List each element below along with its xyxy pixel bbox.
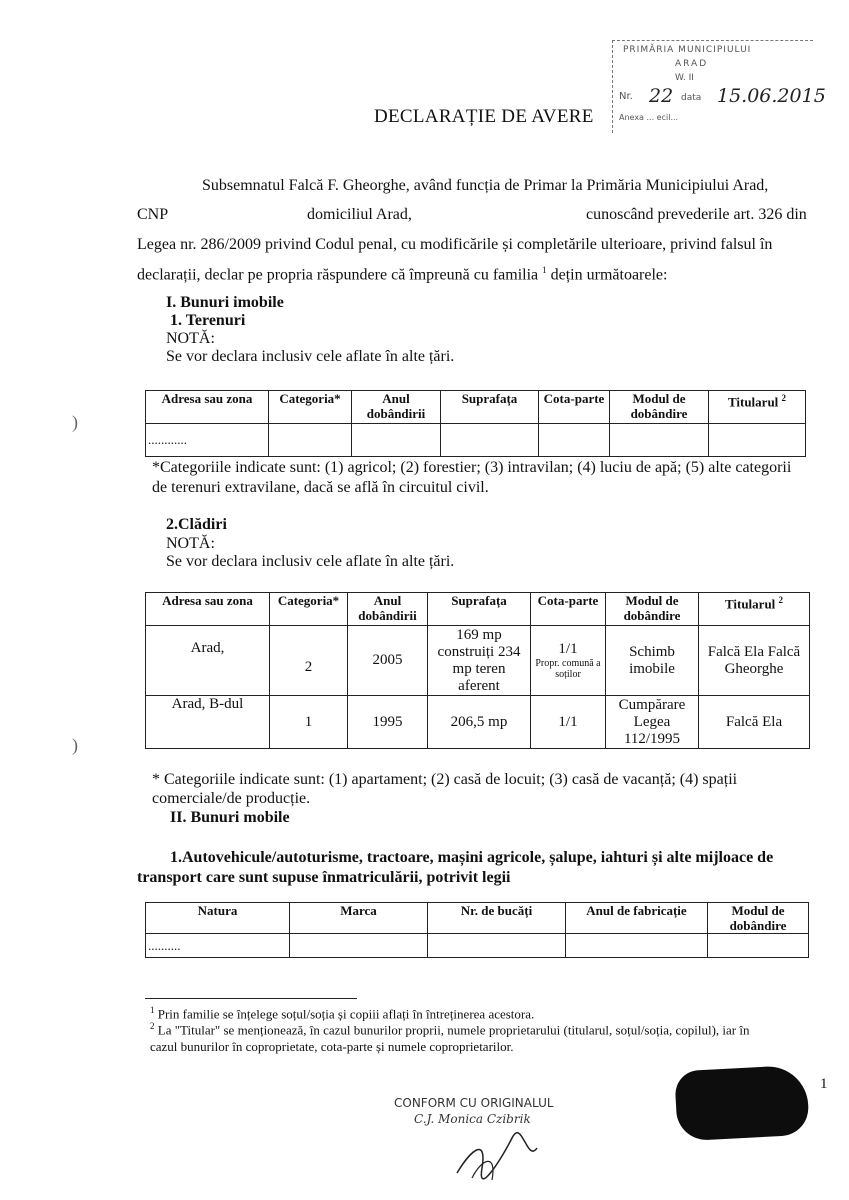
footnote-separator <box>145 998 357 999</box>
cell-cota: 1/1 <box>531 696 606 749</box>
document-title: DECLARAȚIE DE AVERE <box>374 106 594 127</box>
cell-categoria: 1 <box>270 696 348 749</box>
table-row <box>146 626 810 696</box>
nota-text: Se vor declara inclusiv cele aflate în alte țări. <box>166 348 455 365</box>
stamp-line3: W. II <box>675 73 694 83</box>
col-header: Categoria* <box>269 391 352 424</box>
col-header: Cota-parte <box>539 391 610 424</box>
cell-adresa: Arad, B-dul <box>146 696 270 749</box>
cell-titular: Falcă Ela Falcă Gheorghe <box>699 626 810 696</box>
stamp-annex: Anexa ... ecil... <box>619 113 679 122</box>
subsection-autovehicule-2: transport care sunt supuse înmatriculării, potrivit legii <box>137 869 511 886</box>
subsection-cladiri: 2.Clădiri <box>166 516 227 533</box>
col-header: Anul de fabricație <box>566 903 708 934</box>
cladiri-categories-note: * Categoriile indicate sunt: (1) apartament; (2) casă de locuit; (3) casă de vacanță; (4) spații <box>152 771 738 788</box>
signature <box>452 1118 542 1188</box>
footnote-2: $^2$ La "Titular" se menționează, în cazul bunurilor proprii, numele proprietarului (titularul, soțul/soția, copilul), iar în <box>150 1021 750 1038</box>
footnote-2-cont: cazul bunurilor în coproprietate, cota-parte și numele coproprietarilor. <box>150 1039 514 1054</box>
col-header: Anul dobândirii <box>352 391 441 424</box>
cell-suprafata: 169 mp construiți 234 mp teren aferent <box>428 626 531 696</box>
cell-modul: Schimb imobile <box>606 626 699 696</box>
section-heading-imobile: I. Bunuri imobile <box>166 294 284 311</box>
col-header: Anul dobândirii <box>348 593 428 626</box>
registration-stamp <box>612 40 826 133</box>
table-cell: .......... <box>146 934 290 958</box>
margin-mark: ) <box>72 412 78 432</box>
col-header: Marca <box>290 903 428 934</box>
cell-modul: Cumpărare Legea 112/1995 <box>606 696 699 749</box>
col-header: Modul de dobândire <box>610 391 709 424</box>
conform-stamp: CONFORM CU ORIGINALUL <box>394 1096 554 1110</box>
table-row <box>146 424 806 457</box>
table-row <box>146 696 810 749</box>
nota-text: Se vor declara inclusiv cele aflate în alte țări. <box>166 553 455 570</box>
cell-cota: 1/1 Propr. comună a soților <box>531 626 606 696</box>
table-row <box>146 934 809 958</box>
col-header-titular: Titularul $^2$ <box>709 391 806 424</box>
nota-label: NOTĂ: <box>166 535 215 552</box>
cladiri-categories-note-2: comerciale/de producție. <box>152 790 311 807</box>
intro-line-1: Subsemnatul Falcă F. Gheorghe, având funcția de Primar la Primăria Municipiului Arad, <box>202 177 769 194</box>
nota-label: NOTĂ: <box>166 330 215 347</box>
subsection-terenuri: 1. Terenuri <box>170 312 246 329</box>
col-header: Modul de dobândire <box>606 593 699 626</box>
intro-line-2-end: cunoscând prevederile art. 326 din <box>586 206 807 223</box>
col-header: Modul de dobândire <box>708 903 809 934</box>
terenuri-categories-note-2: de terenuri extravilane, dacă se află în circuitul civil. <box>152 479 489 496</box>
cell-titular: Falcă Ela <box>699 696 810 749</box>
col-header-titular: Titularul $^2$ <box>699 593 810 626</box>
stamp-date-label: data <box>681 93 702 103</box>
cell-adresa: Arad, <box>146 626 270 696</box>
col-header: Suprafața <box>441 391 539 424</box>
subsection-autovehicule: 1.Autovehicule/autoturisme, tractoare, mașini agricole, șalupe, iahturi și alte mijloace de <box>170 849 774 866</box>
intro-line-4: declarații, declar pe propria răspundere că împreună cu familia $^1$ dețin următoarele: <box>137 265 668 284</box>
stamp-city: ARAD <box>675 59 709 69</box>
cell-anul: 2005 <box>348 626 428 696</box>
footnote-1: $^1$ Prin familie se înțelege soțul/soția și copiii aflați în întreținerea acestora. <box>150 1005 535 1022</box>
intro-cnp-label: CNP <box>137 206 169 223</box>
stamp-nr-value: 22 <box>649 85 674 107</box>
stamp-nr-label: Nr. <box>619 91 633 102</box>
cell-categoria: 2 <box>270 626 348 696</box>
cladiri-table <box>145 592 810 749</box>
section-heading-mobile: II. Bunuri mobile <box>170 809 290 826</box>
cell-anul: 1995 <box>348 696 428 749</box>
terenuri-table <box>145 390 806 457</box>
col-header: Categoria* <box>270 593 348 626</box>
stamp-institution: PRIMĂRIA MUNICIPIULUI <box>623 45 752 55</box>
intro-domicile: domiciliul Arad, <box>307 206 412 223</box>
col-header: Cota-parte <box>531 593 606 626</box>
col-header: Suprafața <box>428 593 531 626</box>
col-header: Nr. de bucăți <box>428 903 566 934</box>
stamp-date-value: 15.06.2015 <box>717 85 826 107</box>
col-header: Adresa sau zona <box>146 593 270 626</box>
col-header: Natura <box>146 903 290 934</box>
col-header: Adresa sau zona <box>146 391 269 424</box>
certifier-name: C.J. Monica Czibrik <box>414 1112 531 1126</box>
redaction-mark <box>674 1065 809 1142</box>
autovehicule-table <box>145 902 809 958</box>
terenuri-categories-note: *Categoriile indicate sunt: (1) agricol; (2) forestier; (3) intravilan; (4) luciu de apă; (5) alte categorii <box>152 459 792 476</box>
page-number: 1 <box>820 1076 828 1092</box>
margin-mark: ) <box>72 735 78 755</box>
cell-suprafata: 206,5 mp <box>428 696 531 749</box>
intro-line-3: Legea nr. 286/2009 privind Codul penal, cu modificările și completările ulterioare, privind falsul în <box>137 236 773 253</box>
table-cell: ............ <box>146 424 269 457</box>
